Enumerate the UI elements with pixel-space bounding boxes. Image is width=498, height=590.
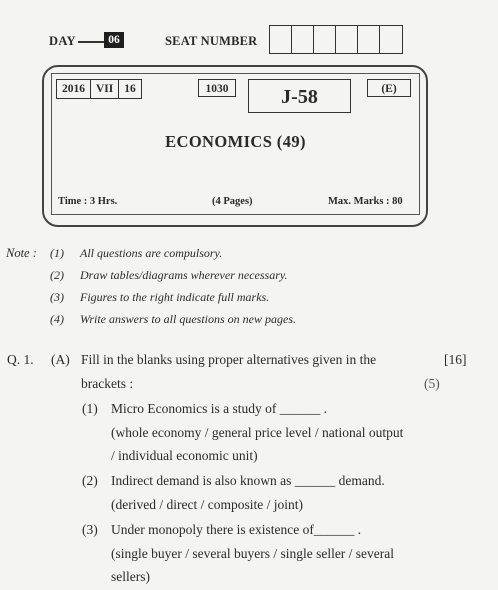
day-label: DAY: [49, 34, 76, 48]
note-number: (3): [50, 290, 64, 304]
question-instruction-cont: brackets :: [81, 376, 134, 391]
question-part: (A): [51, 352, 70, 367]
code-month: VII: [91, 80, 119, 98]
day-value: 06: [104, 32, 124, 48]
item-number: (2): [82, 473, 98, 488]
note-number: (4): [50, 312, 64, 326]
item-statement: Indirect demand is also known as ______ demand.: [111, 473, 385, 488]
note-text: Write answers to all questions on new pages.: [80, 312, 296, 326]
seat-cell[interactable]: [270, 26, 292, 53]
seat-number-label: SEAT NUMBER: [165, 34, 258, 48]
day-dash: [78, 41, 104, 43]
item-options-cont: / individual economic unit): [111, 448, 258, 463]
max-marks: Max. Marks : 80: [328, 196, 403, 207]
item-options: (whole economy / general price level / national output: [111, 425, 404, 440]
exam-time: Time : 3 Hrs.: [58, 196, 118, 207]
question-total-marks: [16]: [444, 352, 467, 367]
question-instruction: Fill in the blanks using proper alternatives given in the: [81, 352, 377, 367]
seat-cell[interactable]: [336, 26, 358, 53]
item-options: (derived / direct / composite / joint): [111, 497, 303, 512]
seat-cell[interactable]: [358, 26, 380, 53]
seat-cell[interactable]: [380, 26, 402, 53]
subject-title: ECONOMICS (49): [165, 132, 306, 151]
page-count: (4 Pages): [212, 196, 253, 207]
item-statement: Under monopoly there is existence of______ .: [111, 522, 362, 537]
item-statement: Micro Economics is a study of ______ .: [111, 401, 327, 416]
note-text: All questions are compulsory.: [80, 246, 223, 260]
item-options: (single buyer / several buyers / single seller / several: [111, 546, 395, 561]
paper-medium: (E): [367, 79, 411, 97]
seat-number-grid[interactable]: [269, 25, 403, 54]
note-number: (1): [50, 246, 64, 260]
note-text: Figures to the right indicate full marks.: [80, 290, 270, 304]
item-number: (3): [82, 522, 98, 537]
code-day: 16: [124, 83, 136, 95]
note-text: Draw tables/diagrams wherever necessary.: [80, 268, 288, 282]
item-options-cont: sellers): [111, 569, 150, 584]
seat-cell[interactable]: [314, 26, 336, 53]
paper-code: J-58: [248, 79, 351, 113]
code-year: 2016: [57, 80, 91, 98]
paper-number: 1030: [198, 79, 236, 97]
item-number: (1): [82, 401, 98, 416]
seat-cell[interactable]: [292, 26, 314, 53]
question-number: Q. 1.: [7, 352, 34, 367]
question-part-marks: (5): [424, 376, 440, 391]
note-label: Note :: [6, 246, 37, 260]
paper-date-code: [56, 79, 142, 99]
note-number: (2): [50, 268, 64, 282]
